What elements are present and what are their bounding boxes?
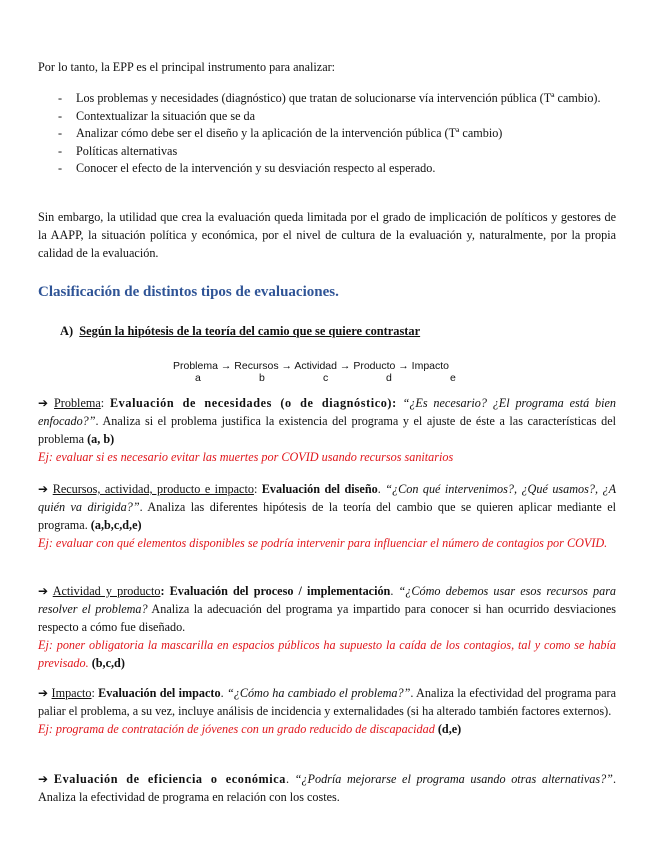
block-label: Problema [54, 396, 101, 410]
block-text: . Analiza la efectividad del programa para paliar el problema, a su vez, incluye análisis de incidencia y externalidades (si ha alterado también factores externos). [38, 686, 616, 718]
block-sep: : [253, 482, 262, 496]
block-question: “¿Es necesario? ¿El programa está bien enfocado?” [38, 396, 616, 428]
block-question: “¿Cómo debemos usar esos recursos para resolver el problema? [38, 584, 617, 616]
list-item: - Políticas alternativas [38, 143, 616, 161]
evaluation-block-process [38, 582, 616, 672]
evaluation-block-efficiency [38, 770, 616, 806]
block-question: “¿Con qué intervenimos?, ¿Qué usamos?, ¿A quién va dirigida?” [38, 482, 617, 514]
block-example: Ej: evaluar con qué elementos disponibles se podría intervenir para influenciar el número de contagios por COVID. [38, 536, 608, 550]
list-item: - Los problemas y necesidades (diagnóstico) que tratan de solucionarse vía intervención pública (Tª cambio). [38, 90, 616, 108]
block-sep: . [390, 584, 399, 598]
block-example: Ej: poner obligatoria la mascarilla en espacios públicos ha supuesto la caída de los contagios, tal y como se había previsado. [38, 638, 616, 670]
block-example: Ej: evaluar si es necesario evitar las muertes por COVID usando recursos sanitarios [38, 450, 454, 464]
block-sep: : [91, 686, 99, 700]
diagram-letter: a [195, 372, 201, 384]
diagram-letter: c [323, 372, 329, 384]
evaluation-block-needs [38, 394, 616, 466]
subsection-title: Según la hipótesis de la teoría del camio que se quiere contrastar [79, 324, 421, 338]
block-title: : Evaluación del proceso / implementación [160, 584, 391, 598]
block-letters: (a,b,c,d,e) [90, 518, 142, 532]
block-text: . Analiza la efectividad de programa en relación con los costes. [38, 772, 617, 804]
block-question: “¿Cómo ha cambiado el problema?” [226, 686, 411, 700]
block-title: Evaluación de necesidades (o de diagnóstico): [109, 396, 397, 410]
block-text: . Analiza si el problema justifica la existencia del programa y el ajuste de éste a las características del problema [38, 414, 616, 446]
list-item: - Conocer el efecto de la intervención y su desviación respecto al esperado. [38, 160, 616, 178]
arrow-icon: ➔ [38, 772, 49, 786]
arrow-icon: ➔ [38, 482, 49, 496]
analysis-list [38, 90, 616, 178]
block-label: Impacto [51, 686, 92, 700]
diagram-letter: b [259, 372, 265, 384]
evaluation-block-impact [38, 684, 616, 738]
subsection-heading [60, 324, 420, 339]
diagram-chain: Problema → Recursos → Actividad → Producto → Impacto [173, 360, 450, 372]
diagram-letter: d [386, 372, 392, 384]
block-title: Evaluación del diseño [261, 482, 378, 496]
diagram-letters [173, 372, 483, 386]
arrow-icon: ➔ [38, 686, 49, 700]
block-question: “¿Podría mejorarse el programa usando otras alternativas?” [294, 772, 613, 786]
diagram-letter: e [450, 372, 456, 384]
block-sep: . [220, 686, 227, 700]
block-title: Evaluación del impacto [98, 686, 221, 700]
section-title: Clasificación de distintos tipos de evaluaciones. [38, 284, 339, 300]
block-letters: (b,c,d) [91, 656, 125, 670]
block-label: Recursos, actividad, producto e impacto [52, 482, 254, 496]
block-example: Ej: programa de contratación de jóvenes con un grado reducido de discapacidad [38, 722, 435, 736]
block-sep: : [100, 396, 110, 410]
arrow-icon: ➔ [38, 396, 49, 410]
block-letters: (d,e) [437, 722, 462, 736]
block-sep: . [377, 482, 386, 496]
list-item: - Contextualizar la situación que se da [38, 108, 616, 126]
limitations-paragraph: Sin embargo, la utilidad que crea la evaluación queda limitada por el grado de implicación de políticos y gestores de la AAPP, la situación política y económica, por el nivel de cultura de la evaluación y, naturalmente, por la propia calidad de la evaluación. [38, 210, 616, 260]
block-letters: (a, b) [87, 432, 115, 446]
intro-paragraph: Por lo tanto, la EPP es el principal instrumento para analizar: [38, 60, 336, 74]
block-text: . Analiza las diferentes hipótesis de la teoría del cambio que se quieren aplicar mediante el programa. [38, 500, 616, 532]
block-sep: . [285, 772, 295, 786]
evaluation-block-design [38, 480, 616, 552]
block-text: Analiza la adecuación del programa ya impartido para conocer si han ocurrido desviaciones respecto a cómo fue diseñado. [38, 602, 616, 634]
theory-of-change-diagram [173, 360, 483, 386]
subsection-letter: A) [60, 324, 74, 338]
list-item: - Analizar cómo debe ser el diseño y la aplicación de la intervención pública (Tª cambio) [38, 125, 616, 143]
arrow-icon: ➔ [38, 584, 49, 598]
block-title: Evaluación de eficiencia o económica [53, 772, 286, 786]
block-label: Actividad y producto [52, 584, 161, 598]
